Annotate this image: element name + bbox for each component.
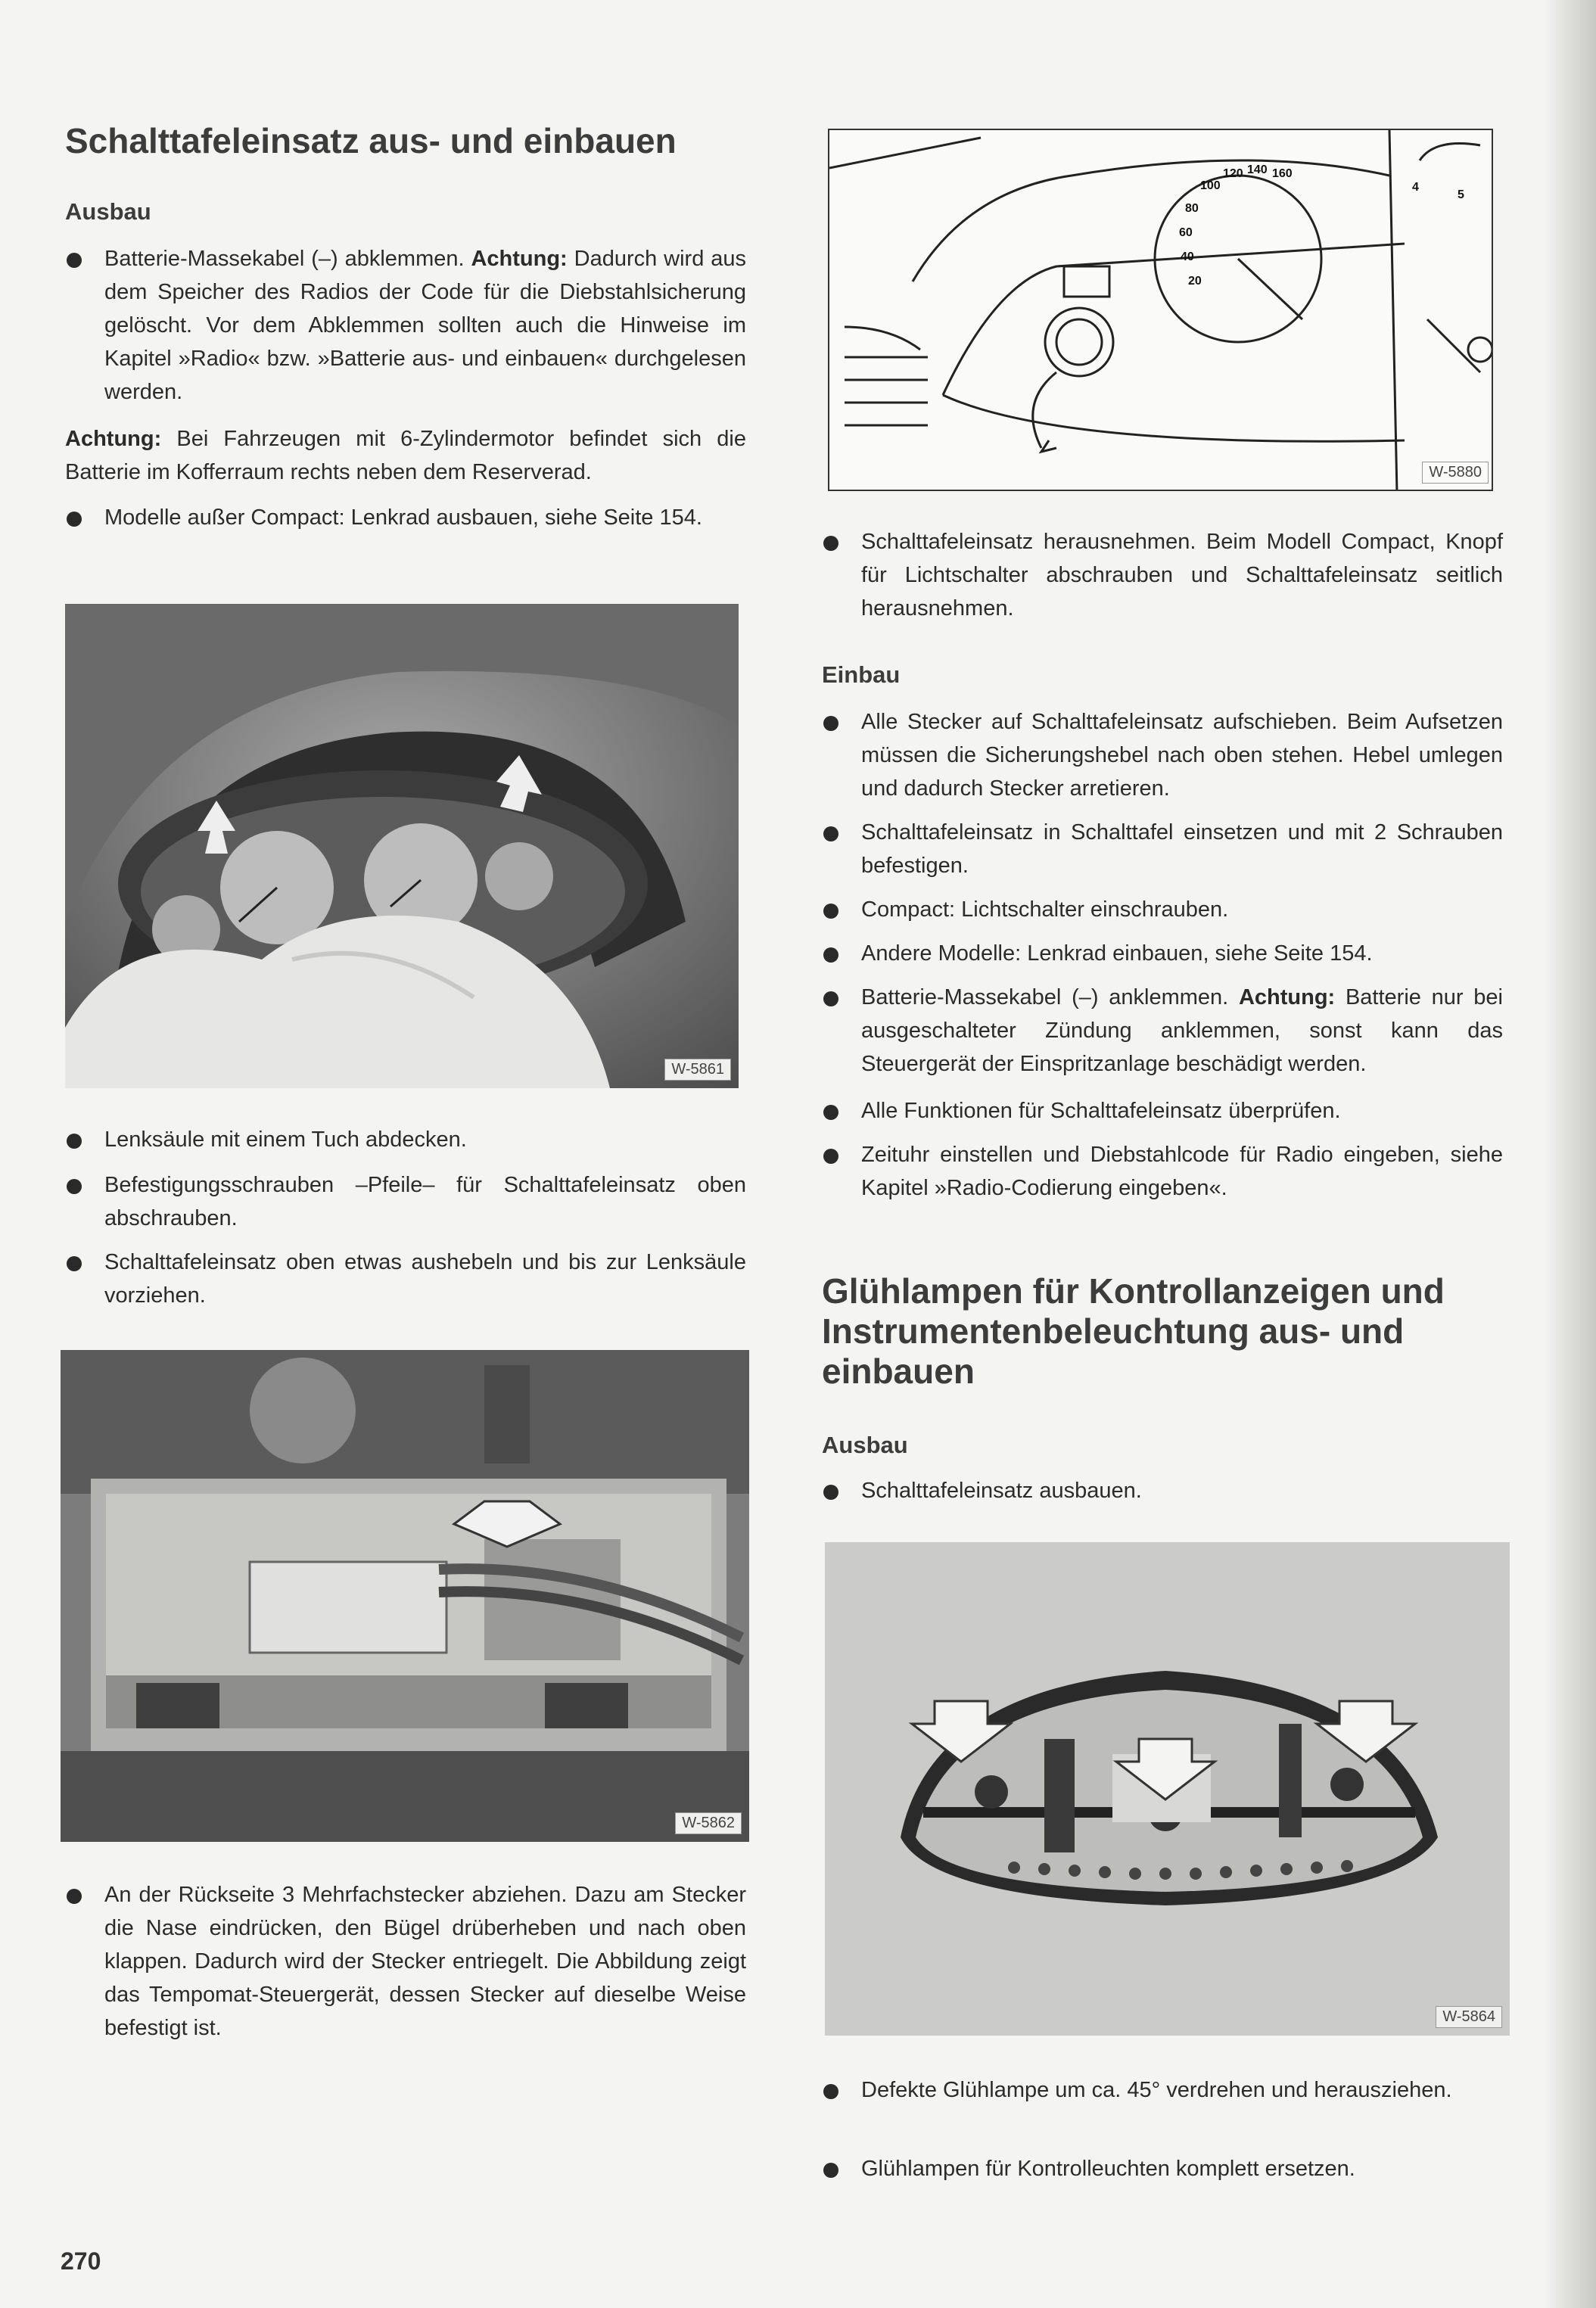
bullet-icon	[67, 1889, 82, 1904]
photo-instrument-cluster-illustration	[65, 604, 739, 1088]
gauge-tick-label: 80	[1185, 202, 1199, 215]
bullet-icon	[823, 991, 838, 1006]
step-steering-wheel	[65, 501, 746, 534]
step-set-clock	[822, 1138, 1503, 1205]
list-item: Lenksäule mit einem Tuch abdecken.	[65, 1123, 746, 1156]
bullet-icon	[823, 947, 838, 963]
step-lever-out	[65, 1246, 746, 1312]
bullet-icon	[67, 1256, 82, 1271]
page-number: 270	[61, 2247, 101, 2275]
step-replace-all	[822, 2152, 1503, 2185]
bullet-icon	[823, 536, 838, 551]
gauge-tick-label: 140	[1247, 163, 1268, 176]
photo-connector	[61, 1350, 749, 1842]
step-insert-cluster	[822, 816, 1503, 882]
gauge-tick-label: 100	[1200, 179, 1221, 192]
step-battery-connect	[822, 981, 1503, 1081]
list-item: Schalttafeleinsatz in Schalttafel einsetzen und mit 2 Schrauben befestigen.	[822, 816, 1503, 882]
gauge-tick-label: 4	[1412, 181, 1419, 194]
gauge-tick-label: 120	[1223, 167, 1243, 180]
photo-instrument-cluster-cloth	[65, 604, 739, 1088]
list-item: Batterie-Massekabel (–) abklemmen. Achtung: Dadurch wird aus dem Speicher des Radios der Code für die Diebstahlsicherung gelöscht. Vor dem Abklemmen sollten auch die Hinweise im Kapitel »Radio« bzw. »Batterie aus- und einbauen« durchgelesen werden.	[65, 242, 746, 409]
figure-label: W-5880	[1422, 462, 1489, 484]
list-item: Batterie-Massekabel (–) anklemmen. Achtung: Batterie nur bei ausgeschalteter Zündung anklemmen, sonst kann das Steuergerät der Einspritzanlage beschädigt werden.	[822, 981, 1503, 1081]
bullet-icon	[823, 716, 838, 731]
step-check-functions	[822, 1094, 1503, 1128]
left-column	[65, 121, 746, 161]
step-attach-connectors	[822, 705, 1503, 805]
figure-label: W-5861	[664, 1059, 731, 1081]
step-compact-light-switch	[822, 893, 1503, 926]
step-remove-cluster-2	[822, 1474, 1503, 1507]
bullet-icon	[67, 512, 82, 527]
photo-cluster-back	[825, 1542, 1510, 2036]
bullet-icon	[823, 2163, 838, 2178]
photo-connector-illustration	[61, 1350, 749, 1842]
step-install-wheel	[822, 937, 1503, 970]
bullet-icon	[823, 904, 838, 919]
gauge-tick-label: 20	[1188, 275, 1202, 288]
step-unplug-connectors	[65, 1878, 746, 2045]
list-item: Zeituhr einstellen und Diebstahlcode für Radio eingeben, siehe Kapitel »Radio-Codierung eingeben«.	[822, 1138, 1503, 1205]
ausbau-heading: Ausbau	[65, 198, 151, 225]
list-item: Befestigungsschrauben –Pfeile– für Schalttafeleinsatz oben abschrauben.	[65, 1168, 746, 1235]
bullet-icon	[823, 826, 838, 841]
section-title-2-block	[822, 1271, 1503, 1392]
bullet-icon	[67, 253, 82, 268]
ausbau2-block	[822, 1432, 1503, 1459]
list-item: Modelle außer Compact: Lenkrad ausbauen, siehe Seite 154.	[65, 501, 746, 534]
list-item: Alle Stecker auf Schalttafeleinsatz aufschieben. Beim Aufsetzen müssen die Sicherungshebel nach oben stehen. Hebel umlegen und dadurch Stecker arretieren.	[822, 705, 1503, 805]
section-title-2: Glühlampen für Kontrollanzeigen und Instrumentenbeleuchtung aus- und einbauen	[822, 1271, 1445, 1391]
step-cover-steering	[65, 1123, 746, 1156]
page-edge-shadow	[1543, 0, 1596, 2308]
list-item: Defekte Glühlampe um ca. 45° verdrehen und herausziehen.	[822, 2073, 1503, 2107]
list-item: Glühlampen für Kontrolleuchten komplett ersetzen.	[822, 2152, 1503, 2185]
list-item: An der Rückseite 3 Mehrfachstecker abziehen. Dazu am Stecker die Nase eindrücken, den Bügel drüberheben und nach oben klappen. Dadurch wird der Stecker entriegelt. Die Abbildung zeigt das Tempomat-Steuergerät, dessen Stecker auf dieselbe Weise befestigt ist.	[65, 1878, 746, 2045]
dashboard-line-drawing	[829, 130, 1492, 490]
bullet-icon	[823, 1105, 838, 1120]
bullet-icon	[823, 1485, 838, 1500]
list-item: Schalttafeleinsatz oben etwas aushebeln und bis zur Lenksäule vorziehen.	[65, 1246, 746, 1312]
figure-label: W-5862	[675, 1812, 742, 1834]
list-item: Schalttafeleinsatz herausnehmen. Beim Modell Compact, Knopf für Lichtschalter abschrauben und Schalttafeleinsatz seitlich herausnehmen.	[822, 525, 1503, 625]
bullet-icon	[67, 1134, 82, 1149]
gauge-tick-label: 160	[1272, 167, 1293, 180]
step-battery-disconnect	[65, 242, 746, 409]
bullet-icon	[823, 1149, 838, 1164]
list-item: Alle Funktionen für Schalttafeleinsatz überprüfen.	[822, 1094, 1503, 1128]
section-title: Schalttafeleinsatz aus- und einbauen	[65, 121, 677, 160]
list-item: Schalttafeleinsatz ausbauen.	[822, 1474, 1503, 1507]
note-paragraph: Achtung: Bei Fahrzeugen mit 6-Zylindermotor befindet sich die Batterie im Kofferraum rechts neben dem Reserverad.	[65, 427, 746, 484]
gauge-tick-label: 60	[1179, 226, 1193, 239]
bullet-icon	[67, 1179, 82, 1194]
gauge-tick-label: 5	[1458, 188, 1464, 201]
list-item: Compact: Lichtschalter einschrauben.	[822, 893, 1503, 926]
gauge-tick-label: 40	[1181, 250, 1194, 263]
ausbau-block	[65, 198, 746, 226]
einbau-heading: Einbau	[822, 661, 901, 688]
bullet-icon	[823, 2084, 838, 2099]
drawing-dashboard	[828, 129, 1493, 491]
einbau-block	[822, 661, 1503, 689]
ausbau2-heading: Ausbau	[822, 1432, 908, 1458]
note-6-cylinder	[65, 422, 746, 489]
list-item: Andere Modelle: Lenkrad einbauen, siehe Seite 154.	[822, 937, 1503, 970]
photo-cluster-back-illustration	[825, 1542, 1510, 2036]
step-remove-cluster	[822, 525, 1503, 625]
figure-label: W-5864	[1436, 2006, 1502, 2028]
step-remove-screws	[65, 1168, 746, 1235]
step-replace-bulb	[822, 2073, 1503, 2107]
